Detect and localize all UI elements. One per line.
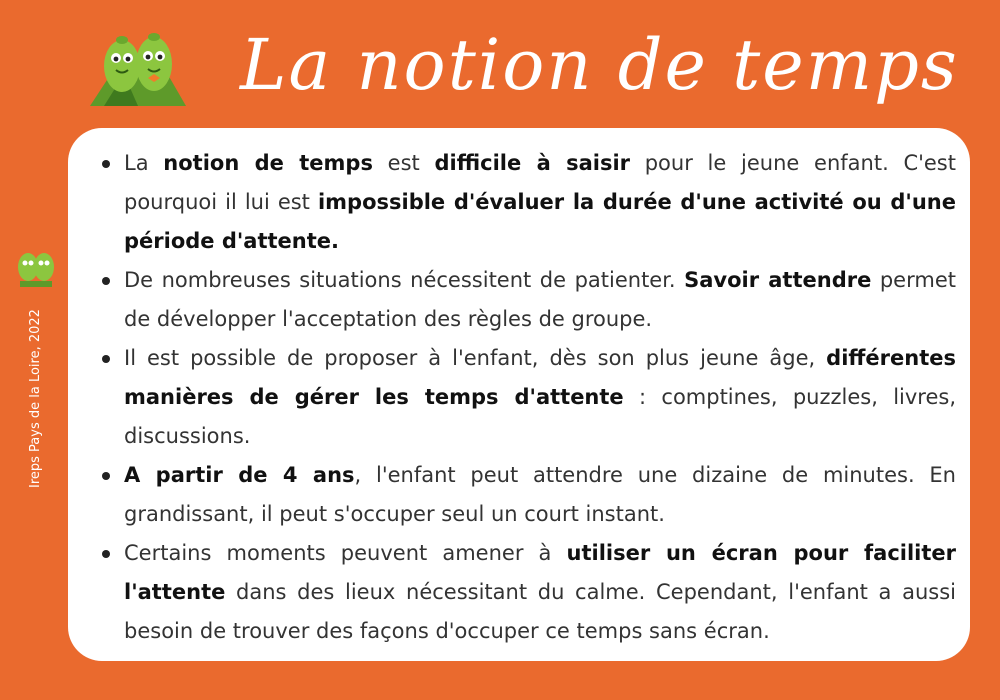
bullet-list — [102, 144, 956, 651]
credit-text: Ireps Pays de la Loire, 2022 — [28, 309, 43, 488]
bullet-item — [102, 534, 956, 651]
content-card — [68, 128, 970, 661]
bullet-text: Il est possible de proposer à l'enfant, dès son plus jeune âge, — [124, 346, 827, 370]
bullet-text: permet de développer l'acceptation des règles de groupe. — [124, 268, 956, 331]
bullet-bold-text: A partir de 4 ans — [124, 463, 355, 487]
bullet-text: De nombreuses situations nécessitent de patienter. — [124, 268, 685, 292]
bullet-bold-text: différentes manières de gérer les temps d'attente — [124, 346, 956, 409]
bullet-bold-text: notion de temps — [163, 151, 373, 175]
bullet-text: , l'enfant peut attendre une dizaine de minutes. En grandissant, il peut s'occuper seul un court instant. — [124, 463, 956, 526]
pea-pod-mascot-icon — [86, 14, 190, 112]
bullet-text: La — [124, 151, 164, 175]
bullet-bold-text: Savoir attendre — [684, 268, 872, 292]
bullet-bold-text: difficile à saisir — [434, 151, 631, 175]
bullet-bold-text: impossible d'évaluer la durée d'une activité ou d'une période d'attente. — [124, 190, 956, 253]
bullet-item — [102, 456, 956, 534]
bullet-text: Certains moments peuvent amener à — [124, 541, 567, 565]
bullet-bold-text: utiliser un écran pour faciliter l'attente — [124, 541, 957, 604]
bullet-text: est — [372, 151, 435, 175]
bullet-item — [102, 144, 956, 261]
bullet-text: pour le jeune enfant. C'est pourquoi il lui est — [124, 151, 956, 214]
small-pea-mascot-icon — [14, 243, 58, 289]
bullet-item — [102, 261, 956, 339]
bullet-text: : comptines, puzzles, livres, discussions. — [124, 385, 957, 448]
bullet-item — [102, 339, 956, 456]
page-title: La notion de temps — [240, 24, 959, 106]
bullet-text: dans des lieux nécessitant du calme. Cependant, l'enfant a aussi besoin de trouver des façons d'occuper ce temps sans écran. — [124, 580, 956, 643]
